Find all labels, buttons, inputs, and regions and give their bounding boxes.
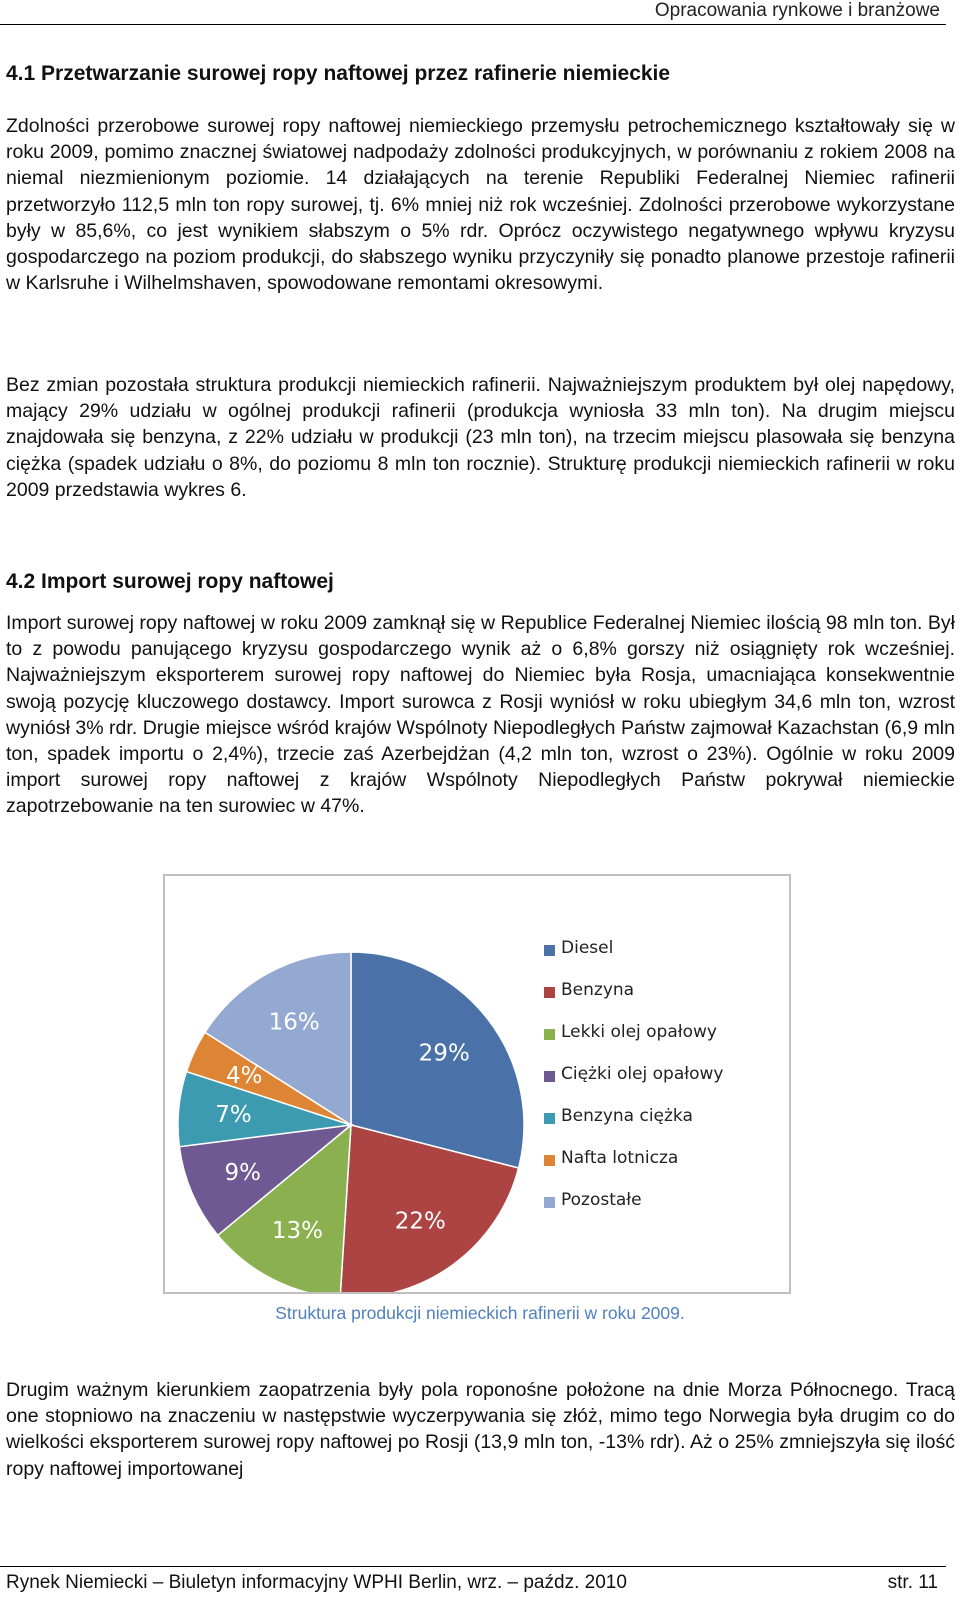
legend-swatch [544, 1197, 555, 1208]
legend-swatch [544, 1113, 555, 1124]
legend-swatch [544, 987, 555, 998]
pie-slice-label-6: 16% [268, 1009, 320, 1036]
paragraph: Bez zmian pozostała struktura produkcji niemieckich rafinerii. Najważniejszym produktem był olej napędowy, mający 29% udziału w ogólnej produkcji rafinerii (produkcja wyniosła 33 mln ton). Na drugim miejscu znajdowała się benzyna, z 22% udziału w produkcji (23 mln ton), na trzecim miejscu plasowała się benzyna ciężka (spadek udziału o 8%, do poziomu 8 mln ton rocznie). Strukturę produkcji niemieckich rafinerii w roku 2009 przedstawia wykres 6. [6, 374, 955, 501]
footer-publication: Rynek Niemiecki – Biuletyn informacyjny WPHI Berlin, wrz. – paźdz. 2010 [6, 1572, 627, 1593]
page-number: str. 11 [887, 1572, 938, 1593]
pie-slice-label-0: 29% [418, 1040, 470, 1067]
legend-swatch [544, 1155, 555, 1166]
legend-label: Benzyna [561, 980, 635, 1000]
pie-slice-label-5: 4% [225, 1062, 263, 1089]
chart-caption: Struktura produkcji niemieckich rafinerii w roku 2009. [275, 1303, 685, 1323]
pie-slice-label-1: 22% [394, 1208, 446, 1235]
paragraph: Zdolności przerobowe surowej ropy naftowej niemieckiego przemysłu petrochemicznego kształtowały się w roku 2009, pomimo znacznej światowej nadpodaży zdolności produkcyjnych, w porównaniu z rokiem 2008 na niemal niezmienionym poziomie. 14 działających na terenie Republiki Federalnej Niemiec rafinerii przetworzyło 112,5 mln ton ropy surowej, tj. 6% mniej niż rok wcześniej. Zdolności przerobowe wykorzystane były w 85,6%, co jest wynikiem słabszym o 5% rdr. Oprócz oczywistego negatywnego wpływu kryzysu gospodarczego na poziom produkcji, do słabszego wyniku przyczyniły się ponadto planowe przestoje rafinerii w Karlsruhe i Wilhelmshaven, spowodowane remontami okresowymi. [6, 115, 955, 295]
legend-swatch [544, 945, 555, 956]
page-header-title: Opracowania rynkowe i branżowe [654, 0, 940, 21]
paragraph: Import surowej ropy naftowej w roku 2009 zamknął się w Republice Federalnej Niemiec ilością 98 mln ton. Był to z powodu panującego kryzysu gospodarczego wynik aż o 6,8% gorszy niż osiągnięty rok wcześniej. Najważniejszym eksporterem surowej ropy naftowej do Niemiec była Rosja, umacniająca konsekwentnie swoją pozycję kluczowego dostawcy. Import surowca z Rosji wyniósł w roku ubiegłym 34,6 mln ton, wzrost wyniósł 3% rdr. Drugie miejsce wśród krajów Wspólnoty Niepodległych Państw zajmował Kazachstan (6,9 mln ton, spadek importu o 2,4%), trzecie zaś Azerbejdżan (4,2 mln ton, wzrost o 23%). Ogólnie w roku 2009 import surowej ropy naftowej z krajów Wspólnoty Niepodległych Państw pokrywał niemieckie zapotrzebowanie na ten surowiec w 47%. [6, 612, 955, 818]
header-divider [0, 24, 946, 25]
legend-label: Lekki olej opałowy [561, 1022, 717, 1042]
pie-chart-container [163, 874, 791, 1294]
legend-label: Pozostałe [561, 1190, 642, 1210]
pie-slice-label-2: 13% [271, 1218, 323, 1245]
legend-label: Ciężki olej opałowy [561, 1064, 724, 1084]
footer-divider [0, 1566, 946, 1567]
legend-label: Diesel [561, 938, 614, 958]
legend-label: Nafta lotnicza [561, 1148, 679, 1168]
legend-swatch [544, 1029, 555, 1040]
pie-chart [165, 876, 789, 1292]
paragraph: Drugim ważnym kierunkiem zaopatrzenia były pola roponośne położone na dnie Morza Północnego. Tracą one stopniowo na znaczeniu w następstwie wyczerpywania się złóż, mimo tego Norwegia była drugim co do wielkości eksporterem surowej ropy naftowej po Rosji (13,9 mln ton, -13% rdr). Aż o 25% zmniejszyła się ilość ropy naftowej importowanej [6, 1379, 955, 1480]
section-heading-4-1: 4.1 Przetwarzanie surowej ropy naftowej przez rafinerie niemieckie [6, 62, 671, 85]
legend-label: Benzyna ciężka [561, 1106, 693, 1126]
legend-swatch [544, 1071, 555, 1082]
pie-slice-label-4: 7% [215, 1101, 252, 1128]
pie-slice-label-3: 9% [224, 1159, 261, 1186]
section-heading-4-2: 4.2 Import surowej ropy naftowej [6, 570, 334, 593]
